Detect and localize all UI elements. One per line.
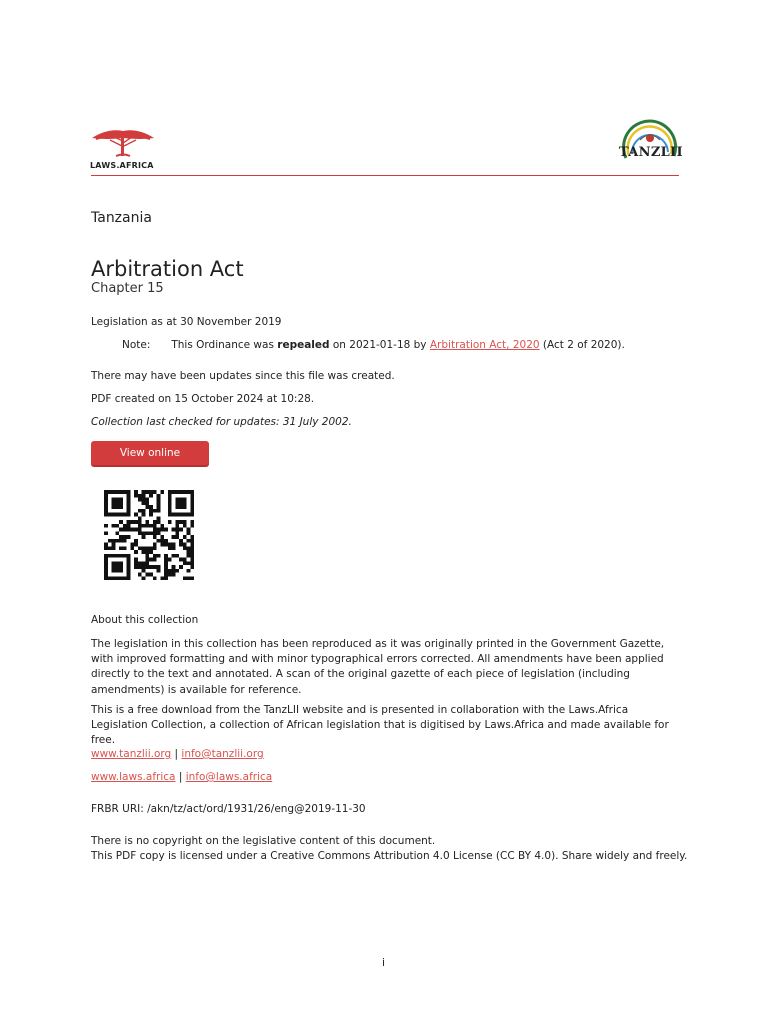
tanzlii-logo <box>616 118 683 174</box>
updates-notice: There may have been updates since this file was created. <box>91 370 395 382</box>
about-paragraph-1: The legislation in this collection has been reproduced as it was originally printed in the Government Gazette, with improved formatting and with minor typographical errors corrected. All amendments have been applied directly to the text and annotated. A scan of the original gazette of each piece of legislation (including amendments) is available for reference. <box>91 638 665 696</box>
pdf-created: PDF created on 15 October 2024 at 10:28. <box>91 393 315 405</box>
chapter-label: Chapter 15 <box>91 281 164 296</box>
tanzlii-website-link[interactable]: www.tanzlii.org <box>91 748 172 760</box>
lawsafrica-email-link[interactable]: info@laws.africa <box>185 771 273 783</box>
arbitration-act-2020-link[interactable]: Arbitration Act, 2020 <box>429 339 540 351</box>
copyright-line-2: This PDF copy is licensed under a Creative Commons Attribution 4.0 License (CC BY 4.0). Share widely and freely. <box>91 850 688 862</box>
tanzlii-links <box>91 747 264 762</box>
about-paragraph-2: This is a free download from the TanzLII website and is presented in collaboration with the Laws.Africa Legislation Collection, a collection of African legislation that is digitised by Laws.Africa and made available for free. <box>91 704 669 747</box>
page-title: Arbitration Act <box>91 257 244 281</box>
country-label: Tanzania <box>91 210 152 226</box>
page-number: i <box>382 956 386 969</box>
repeal-note <box>122 338 625 353</box>
link-separator: | <box>178 771 183 783</box>
note-label: Note: <box>122 339 151 351</box>
lawsafrica-website-link[interactable]: www.laws.africa <box>91 771 176 783</box>
about-heading: About this collection <box>91 614 199 626</box>
note-text-before: This Ordinance was <box>171 339 278 351</box>
link-separator: | <box>174 748 179 760</box>
frbr-uri: FRBR URI: /akn/tz/act/ord/1931/26/eng@2019-11-30 <box>91 803 366 815</box>
lawsafrica-links <box>91 770 272 785</box>
laws-africa-wordmark: LAWS.AFRICA <box>90 161 154 170</box>
tanzlii-email-link[interactable]: info@tanzlii.org <box>181 748 264 760</box>
note-text-after: (Act 2 of 2020). <box>539 339 625 351</box>
qr-code[interactable] <box>101 490 197 580</box>
note-repealed: repealed <box>277 339 330 351</box>
note-text-middle: on 2021-01-18 by <box>329 339 430 351</box>
header-divider <box>91 175 679 176</box>
legislation-as-at: Legislation as at 30 November 2019 <box>91 316 282 328</box>
tanzlii-wordmark: TANZLII <box>619 145 683 160</box>
view-online-button[interactable]: View online <box>91 441 209 465</box>
copyright-line-1: There is no copyright on the legislative content of this document. <box>91 835 436 847</box>
laws-africa-logo <box>88 126 158 172</box>
collection-checked: Collection last checked for updates: 31 July 2002. <box>91 416 352 428</box>
